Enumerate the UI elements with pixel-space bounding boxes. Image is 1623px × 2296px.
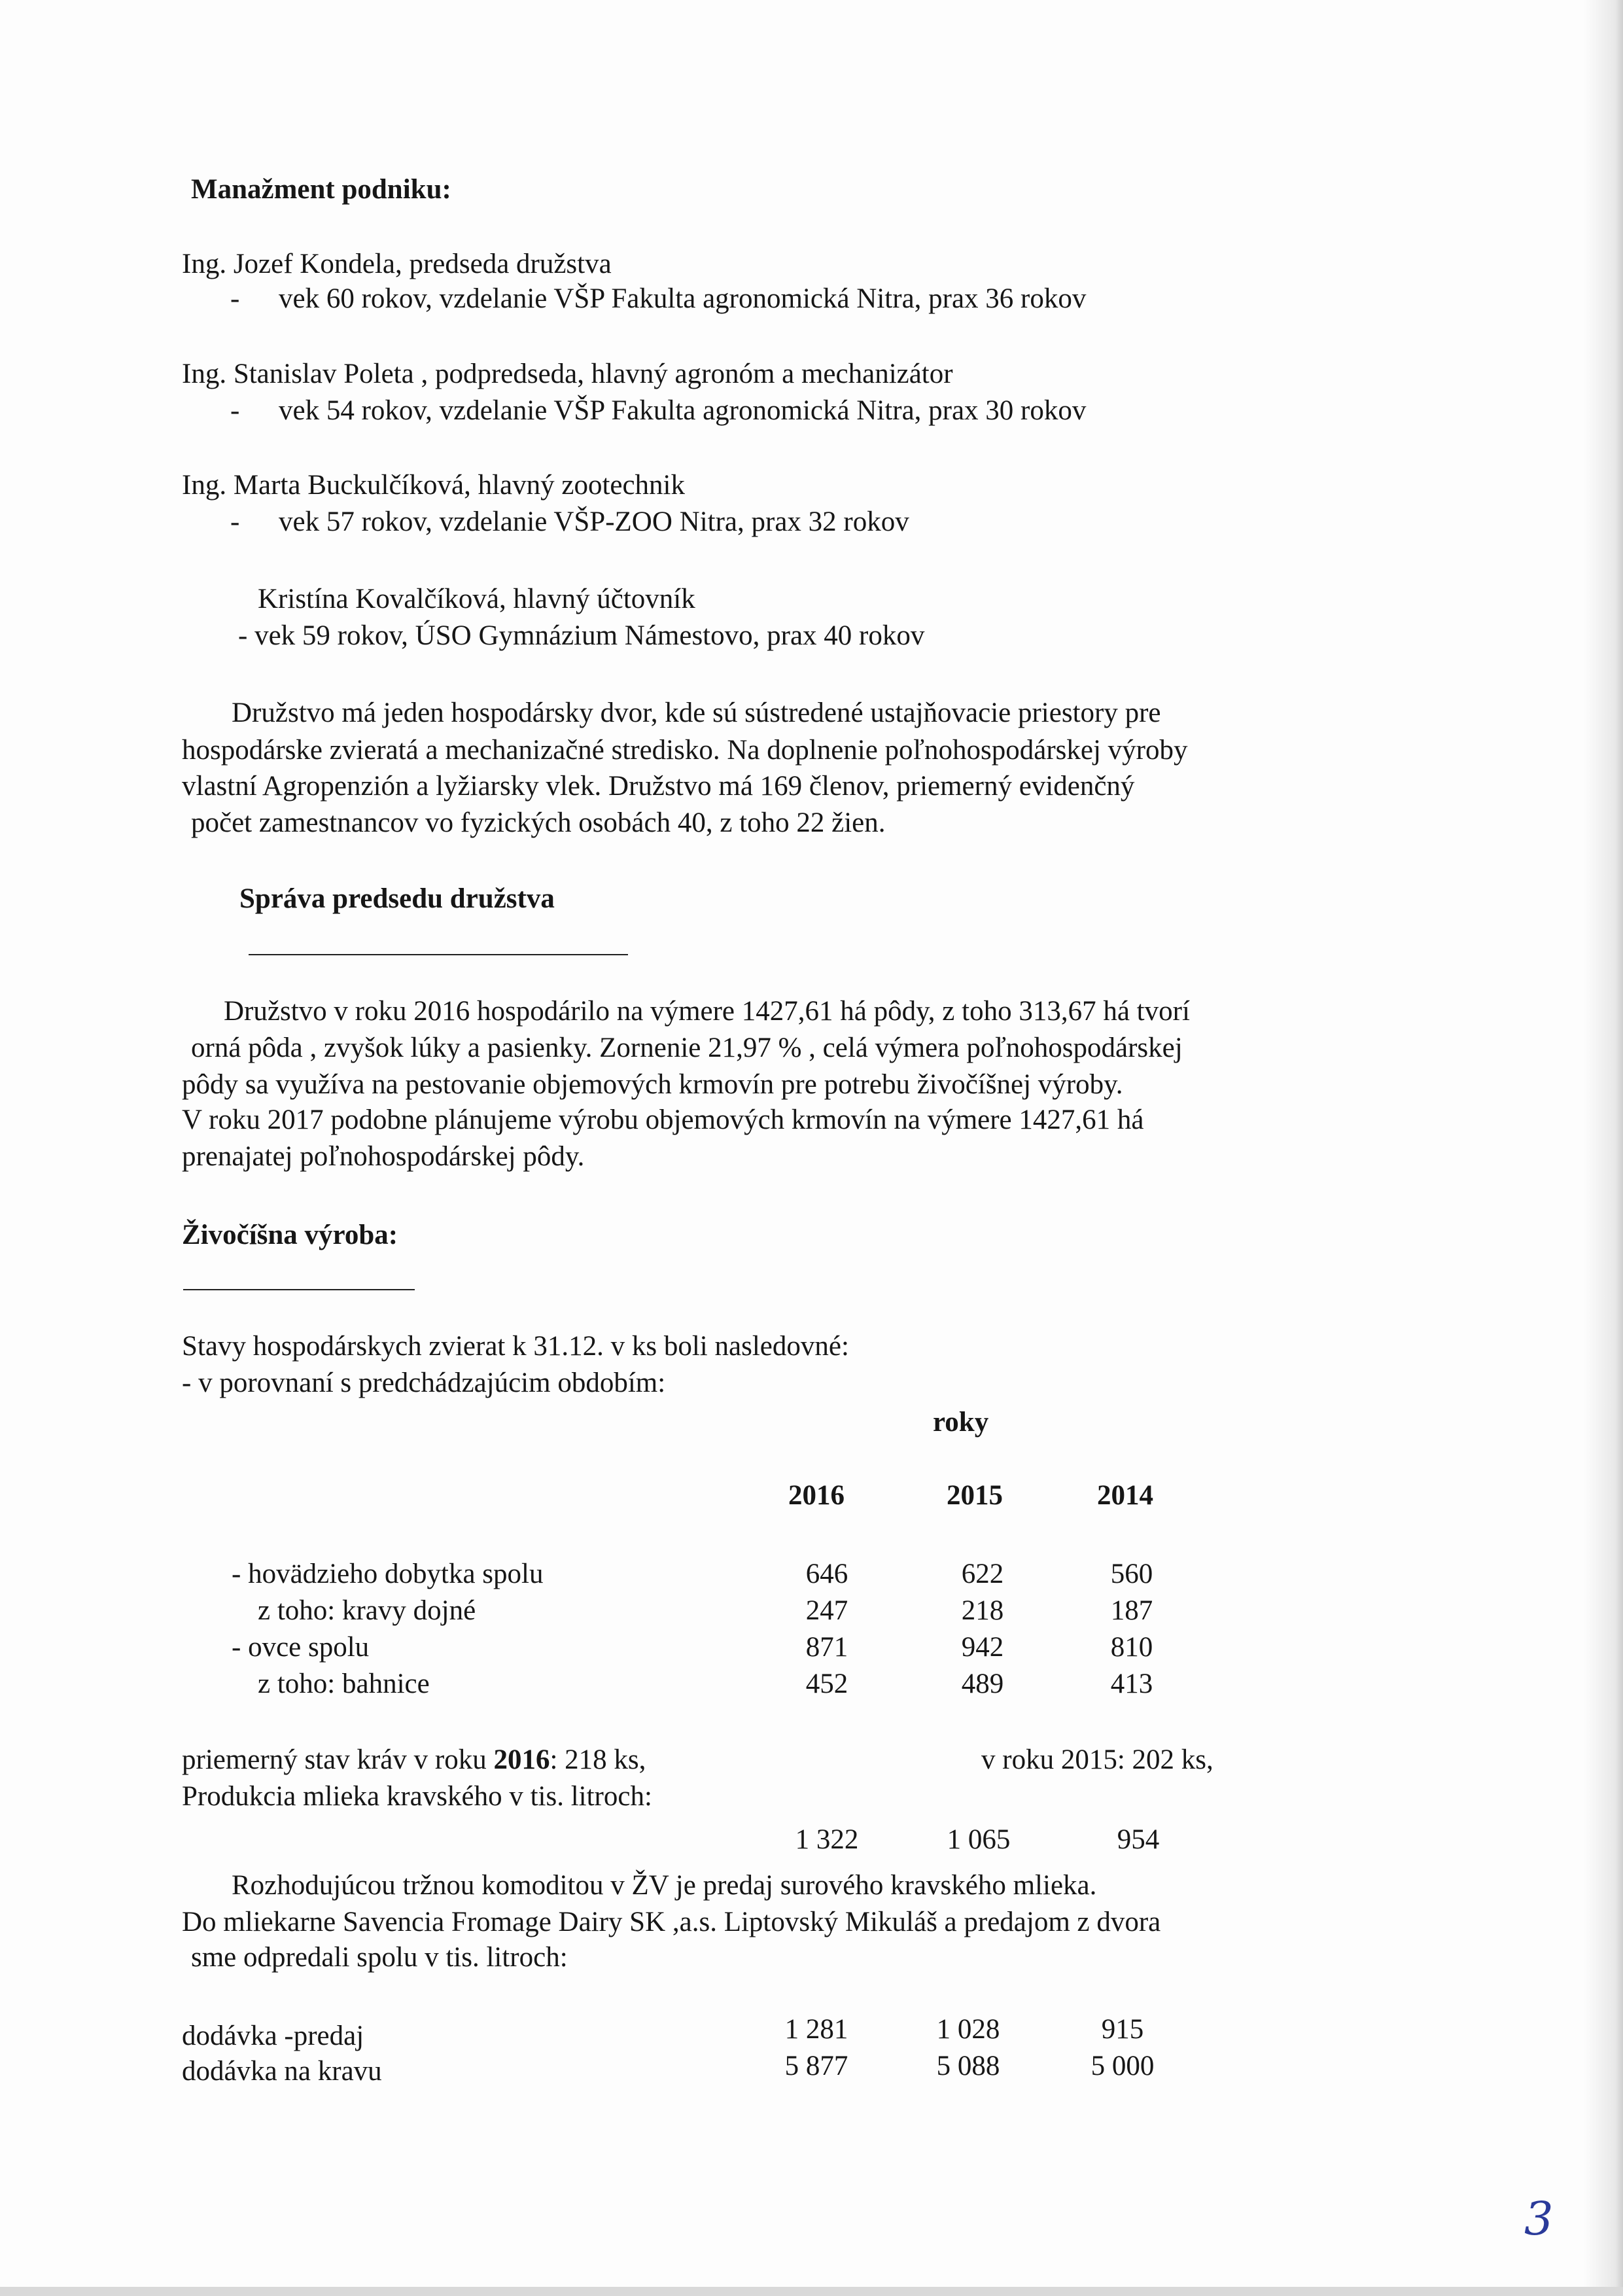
person-3-name: Ing. Marta Buckulčíková, hlavný zootechnik [182,470,686,501]
herd-row-1-label: - hovädzieho dobytka spolu [232,1559,544,1589]
intro-line-4: počet zamestnancov vo fyzických osobách 40, z toho 22 žien. [191,807,886,838]
animal-intro-1: Stavy hospodárskych zvierat k 31.12. v ks boli nasledovné: [182,1331,849,1362]
herd-row-3-label: - ovce spolu [232,1632,370,1663]
person-2-dash: - [230,395,240,426]
report-line-5: prenajatej poľnohospodárskej pôdy. [182,1141,585,1172]
person-2-name: Ing. Stanislav Poleta , podpredseda, hlavný agronóm a mechanizátor [182,359,953,389]
year-header-2015: 2015 [947,1480,1003,1511]
market-line-3: sme odpredali spolu v tis. litroch: [191,1942,568,1973]
delivery-row-1-2015: 1 028 [936,2014,1000,2045]
avg-cows-line: priemerný stav kráv v roku 2016: 218 ks, [182,1744,646,1775]
milk-2015: 1 065 [947,1824,1011,1855]
person-2-detail: vek 54 rokov, vzdelanie VŠP Fakulta agronomická Nitra, prax 30 rokov [279,395,1087,426]
scan-edge-bottom [0,2287,1623,2296]
report-line-1: Družstvo v roku 2016 hospodárilo na výmere 1427,61 há pôdy, z toho 313,67 há tvorí [224,996,1190,1027]
herd-row-3-2016: 871 [805,1632,848,1663]
delivery-row-1-2014: 915 [1101,2014,1144,2045]
year-header-2014: 2014 [1097,1480,1153,1511]
herd-row-1-2015: 622 [961,1559,1004,1589]
person-1-detail: vek 60 rokov, vzdelanie VŠP Fakulta agronomická Nitra, prax 36 rokov [279,283,1087,314]
report-line-3: pôdy sa využíva na pestovanie objemových krmovín pre potrebu živočíšnej výroby. [182,1069,1123,1100]
report-line-4: V roku 2017 podobne plánujeme výrobu objemových krmovín na výmere 1427,61 há [182,1104,1144,1135]
avg-cows-2015: v roku 2015: 202 ks, [981,1744,1213,1775]
herd-row-2-2015: 218 [961,1595,1004,1626]
year-header-2016: 2016 [788,1480,845,1511]
delivery-row-2-2014: 5 000 [1091,2051,1155,2081]
intro-line-3: vlastní Agropenzión a lyžiarsky vlek. Družstvo má 169 členov, priemerný evidenčný [182,771,1135,802]
herd-row-4-2014: 413 [1110,1669,1153,1699]
animal-intro-2: - v porovnaní s predchádzajúcim obdobím: [182,1368,666,1398]
herd-row-3-2015: 942 [961,1632,1004,1663]
herd-row-4-label: z toho: bahnice [258,1669,430,1699]
herd-row-2-2014: 187 [1110,1595,1153,1626]
person-1-name: Ing. Jozef Kondela, predseda družstva [182,249,612,279]
animal-heading-underline [183,1289,415,1290]
herd-row-1-2014: 560 [1110,1559,1153,1589]
management-heading: Manažment podniku: [191,174,451,205]
intro-line-2: hospodárske zvieratá a mechanizačné stredisko. Na doplnenie poľnohospodárskej výroby [182,735,1188,766]
delivery-row-2-label: dodávka na kravu [182,2056,382,2087]
intro-line-1: Družstvo má jeden hospodársky dvor, kde sú sústredené ustajňovacie priestory pre [232,698,1161,728]
delivery-row-2-2016: 5 877 [784,2051,848,2081]
person-1-dash: - [230,283,240,314]
herd-row-2-label: z toho: kravy dojné [258,1595,476,1626]
milk-2016: 1 322 [795,1824,859,1855]
person-3-detail: vek 57 rokov, vzdelanie VŠP-ZOO Nitra, prax 32 rokov [279,506,909,537]
report-heading: Správa predsedu družstva [239,883,555,914]
milk-2014: 954 [1117,1824,1160,1855]
person-3-dash: - [230,506,240,537]
animal-heading: Živočíšna výroba: [182,1220,398,1250]
person-4-detail: - vek 59 rokov, ÚSO Gymnázium Námestovo, prax 40 rokov [238,620,925,651]
herd-row-2-2016: 247 [805,1595,848,1626]
delivery-row-2-2015: 5 088 [936,2051,1000,2081]
herd-row-4-2015: 489 [961,1669,1004,1699]
market-line-1: Rozhodujúcou tržnou komoditou v ŽV je predaj surového kravského mlieka. [232,1870,1097,1901]
scan-edge-right [1584,0,1623,2296]
herd-row-3-2014: 810 [1110,1632,1153,1663]
years-caption: roky [933,1407,989,1438]
market-line-2: Do mliekarne Savencia Fromage Dairy SK ,a.s. Liptovský Mikuláš a predajom z dvora [182,1907,1161,1937]
delivery-row-1-2016: 1 281 [784,2014,848,2045]
milk-production-label: Produkcia mlieka kravského v tis. litroch: [182,1781,652,1812]
delivery-row-1-label: dodávka -predaj [182,2021,364,2051]
person-4-name: Kristína Kovalčíková, hlavný účtovník [258,584,695,614]
page-number: 3 [1524,2192,1554,2246]
herd-row-1-2016: 646 [805,1559,848,1589]
herd-row-4-2016: 452 [805,1669,848,1699]
report-heading-underline [249,954,628,955]
report-line-2: orná pôda , zvyšok lúky a pasienky. Zornenie 21,97 % , celá výmera poľnohospodárskej [191,1033,1183,1063]
